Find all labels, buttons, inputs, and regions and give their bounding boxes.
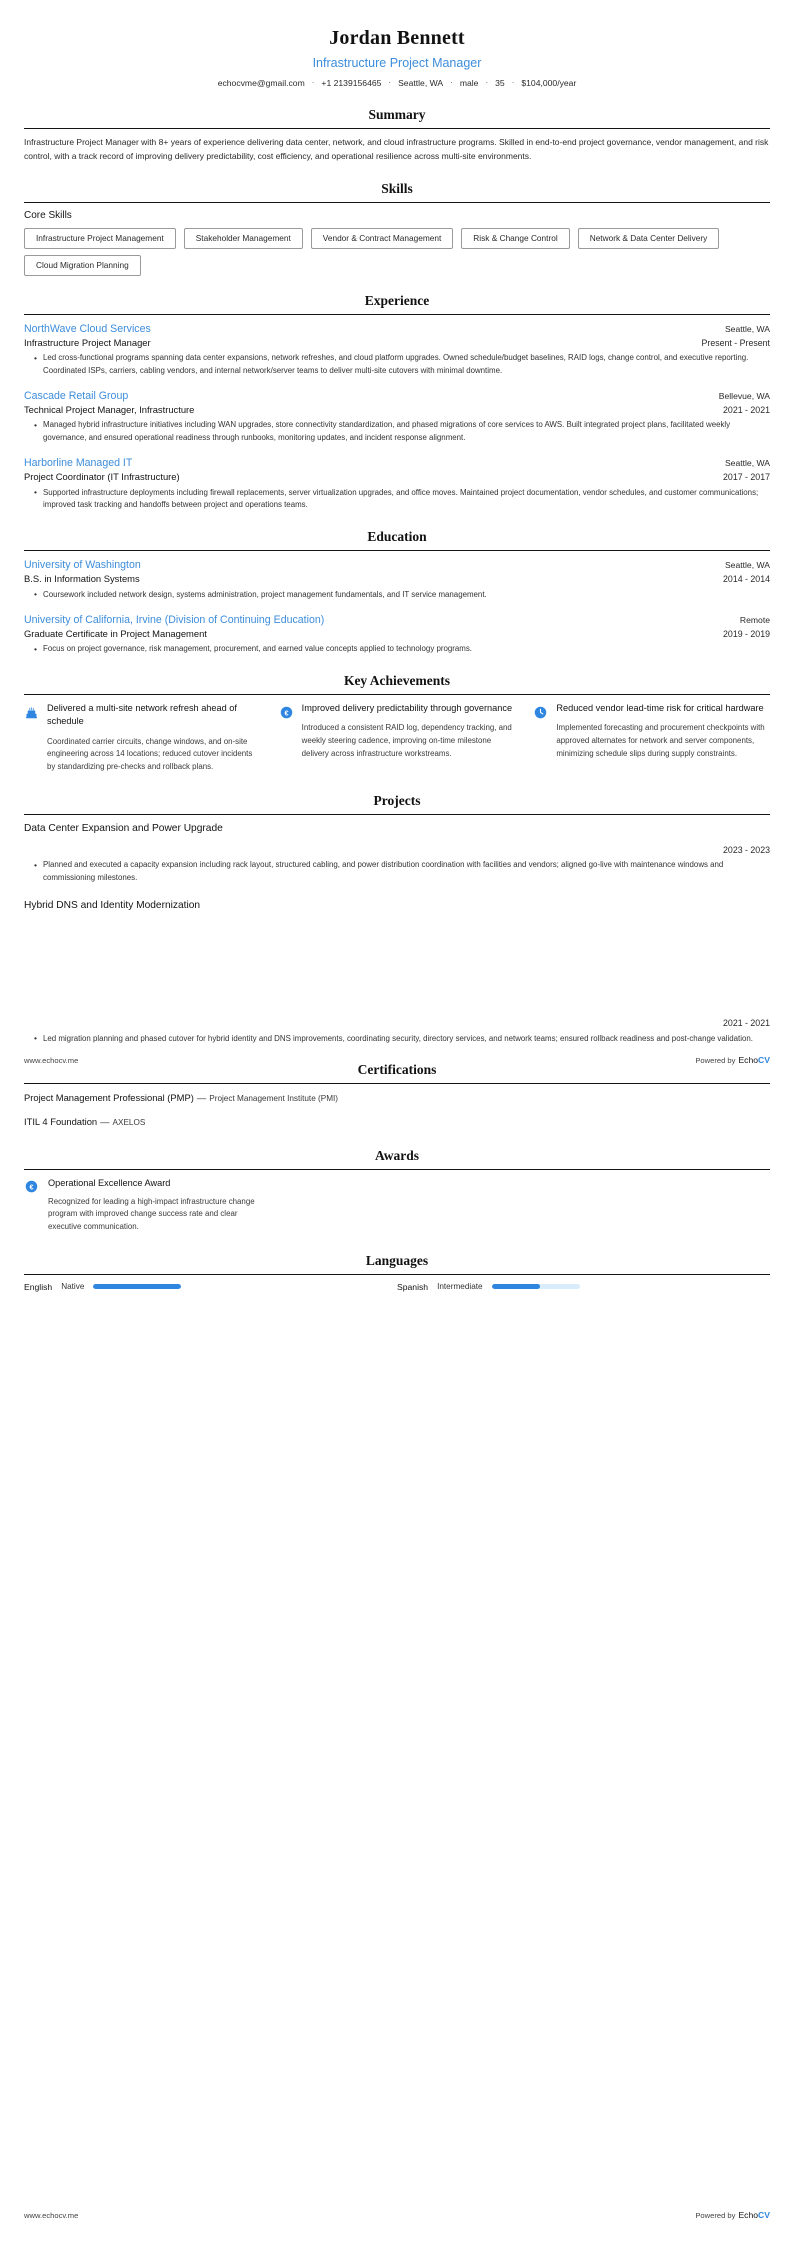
- section-languages: [24, 1253, 770, 1292]
- candidate-name: Jordan Bennett: [329, 27, 465, 49]
- section-title-experience: Experience: [364, 292, 430, 308]
- award-title: Operational Excellence Award: [48, 1177, 171, 1188]
- achievement-description: Coordinated carrier circuits, change windows, and on-site engineering across 14 locations; reduced cutover incidents by standardizing pre-checks and rollback plans.: [47, 736, 253, 772]
- project-name: Data Center Expansion and Power Upgrade: [24, 822, 223, 834]
- language-name: Spanish: [397, 1281, 429, 1292]
- achievement-title: Reduced vendor lead-time risk for critical hardware: [556, 702, 764, 713]
- svg-text:€: €: [284, 709, 289, 718]
- footer-brand: [695, 2210, 770, 2220]
- experience-dates: Present - Present: [701, 337, 770, 348]
- skill-group-name: Core Skills: [24, 209, 72, 221]
- project-bullet: • Planned and executed a capacity expansion including rack layout, structured cabling, and power distribution coordination with facilities and vendors; aligned go-live with maintenance windows and commissioning milestones.: [36, 859, 770, 885]
- section-awards: [24, 1148, 770, 1234]
- achievement-title: Delivered a multi-site network refresh ahead of schedule: [47, 702, 237, 727]
- contact-separator-icon: ·: [388, 77, 392, 87]
- education-dates: 2014 - 2014: [723, 574, 770, 585]
- education-bullet: • Coursework included network design, systems administration, project management fundamentals, and IT service management.: [36, 589, 770, 602]
- achievement-description: Implemented forecasting and procurement checkpoints with approved alternates for network and server components, minimizing schedule slips during supply constraints.: [556, 723, 765, 758]
- language-item: [397, 1282, 770, 1292]
- section-projects: [24, 793, 770, 1045]
- project-bullet-list: [24, 1033, 770, 1046]
- footer-site-url[interactable]: www.echocv.me: [24, 2210, 79, 2220]
- project-name: Hybrid DNS and Identity Modernization: [24, 899, 201, 911]
- skill-chip-list: [24, 228, 770, 276]
- experience-bullet-list: [24, 487, 770, 513]
- experience-dates: 2017 - 2017: [723, 472, 770, 483]
- project-dates: 2023 - 2023: [723, 845, 770, 856]
- experience-entry: [24, 322, 770, 378]
- section-title-certifications: Certifications: [357, 1062, 437, 1078]
- education-bullet-list: [24, 643, 770, 656]
- certification-name: Project Management Professional (PMP): [24, 1092, 194, 1104]
- skill-chip[interactable]: Cloud Migration Planning: [24, 255, 141, 276]
- achievement-item: [24, 702, 261, 774]
- education-institution[interactable]: University of Washington: [24, 559, 141, 572]
- section-title-summary: Summary: [368, 107, 426, 123]
- footer-brand: [695, 1055, 770, 1065]
- education-location: Remote: [739, 614, 770, 625]
- footer-brand-cv: CV: [758, 1055, 770, 1065]
- education-dates: 2019 - 2019: [723, 628, 770, 639]
- project-bullet-list: [24, 859, 770, 885]
- section-title-awards: Awards: [374, 1147, 419, 1163]
- education-entry: [24, 558, 770, 601]
- contact-gender: male: [459, 78, 479, 89]
- achievement-item: [279, 702, 516, 774]
- experience-organization[interactable]: Cascade Retail Group: [24, 389, 129, 402]
- achievement-title: Improved delivery predictability through governance: [301, 702, 513, 713]
- section-title-education: Education: [367, 529, 427, 545]
- language-grid: [24, 1282, 770, 1292]
- language-level: Intermediate: [437, 1282, 483, 1292]
- contact-separator-icon: ·: [450, 77, 453, 87]
- project-dates: 2021 - 2021: [723, 1018, 770, 1029]
- experience-location: Seattle, WA: [724, 323, 770, 334]
- language-name: English: [24, 1281, 53, 1292]
- education-bullet-list: [24, 589, 770, 602]
- certification-issuer: Project Management Institute (PMI): [209, 1094, 339, 1104]
- footer-powered-by-label: Powered by: [695, 2211, 736, 2220]
- footer-brand-cv: CV: [758, 2210, 770, 2220]
- page-footer: [24, 1055, 770, 1065]
- experience-organization[interactable]: NorthWave Cloud Services: [24, 322, 151, 335]
- section-key-achievements: [24, 673, 770, 774]
- page-break-gap: [24, 913, 770, 1009]
- section-certifications: [24, 1062, 770, 1128]
- language-proficiency-fill: [93, 1284, 181, 1289]
- achievement-item: [533, 702, 770, 774]
- contact-separator-icon: ·: [511, 77, 515, 87]
- contact-age: 35: [495, 78, 505, 89]
- contact-separator-icon: ·: [485, 77, 489, 87]
- footer-brand-echo: Echo: [738, 2210, 759, 2220]
- certification-item: [24, 1091, 770, 1105]
- education-degree: Graduate Certificate in Project Management: [24, 627, 207, 639]
- skill-chip[interactable]: Vendor & Contract Management: [311, 228, 454, 249]
- summary-text: Infrastructure Project Manager with 8+ years of experience delivering data center, network, and cloud infrastructure programs. Skilled in end-to-end project governance, vendor management, and risk control, with a track record of improving delivery predictability, cost efficiency, and operational resilience across multi-site environments.: [24, 137, 769, 161]
- footer-brand-echo: Echo: [738, 1055, 759, 1065]
- section-experience: [24, 293, 770, 512]
- section-title-languages: Languages: [365, 1252, 429, 1268]
- section-title-key-achievements: Key Achievements: [343, 672, 451, 688]
- footer-powered-by-label: Powered by: [695, 1056, 736, 1065]
- footer-site-url[interactable]: www.echocv.me: [24, 1055, 79, 1065]
- skill-chip[interactable]: Network & Data Center Delivery: [578, 228, 720, 249]
- experience-role: Technical Project Manager, Infrastructure: [24, 404, 195, 416]
- page-footer: [24, 2210, 770, 2220]
- experience-bullet-list: [24, 419, 770, 445]
- education-degree: B.S. in Information Systems: [24, 573, 140, 585]
- resume-header: [24, 0, 770, 88]
- experience-bullet: • Supported infrastructure deployments including firewall replacements, server virtualization upgrades, and office moves. Maintained project documentation, vendor schedules, and customer communications; improved task tracking and handoffs between project and operations teams.: [36, 487, 770, 513]
- language-level: Native: [61, 1282, 85, 1292]
- experience-entry: [24, 389, 770, 445]
- language-proficiency-bar: [93, 1284, 181, 1289]
- euro-currency-icon: [24, 1179, 39, 1194]
- language-proficiency-fill: [492, 1284, 540, 1289]
- project-item: [24, 899, 770, 1045]
- contact-salary: $104,000/year: [521, 78, 577, 89]
- experience-location: Bellevue, WA: [718, 390, 770, 401]
- skill-chip[interactable]: Risk & Change Control: [461, 228, 569, 249]
- svg-text:€: €: [29, 1182, 34, 1191]
- education-entry: [24, 613, 770, 656]
- section-skills: [24, 181, 770, 276]
- education-bullet: • Focus on project governance, risk management, procurement, and earned value concepts applied to technology programs.: [36, 643, 770, 656]
- education-institution[interactable]: University of California, Irvine (Division of Continuing Education): [24, 613, 325, 626]
- certification-item: [24, 1115, 770, 1129]
- experience-bullet-list: [24, 352, 770, 378]
- contact-phone[interactable]: +1 2139156465: [321, 78, 382, 89]
- project-item: [24, 822, 770, 885]
- section-education: [24, 529, 770, 656]
- experience-entry: [24, 456, 770, 512]
- certification-separator: —: [196, 1092, 207, 1104]
- experience-organization[interactable]: Harborline Managed IT: [24, 457, 133, 470]
- contact-line: [24, 78, 770, 88]
- certification-issuer: AXELOS: [112, 1117, 146, 1127]
- contact-email[interactable]: echocvme@gmail.com: [217, 78, 305, 89]
- section-title-projects: Projects: [373, 792, 421, 808]
- skill-chip[interactable]: Infrastructure Project Management: [24, 228, 176, 249]
- language-item: [24, 1282, 397, 1292]
- layer-cake-icon: [24, 705, 39, 720]
- award-description: Recognized for leading a high-impact infrastructure change program with improved change success rate and clear executive communication.: [48, 1196, 255, 1232]
- skill-chip[interactable]: Stakeholder Management: [184, 228, 303, 249]
- experience-location: Seattle, WA: [724, 458, 770, 469]
- achievement-description: Introduced a consistent RAID log, dependency tracking, and weekly steering cadence, improving on-time milestone delivery across infrastructure workstreams.: [301, 723, 512, 758]
- contact-location: Seattle, WA: [398, 78, 444, 89]
- contact-separator-icon: ·: [311, 77, 315, 87]
- certification-name: ITIL 4 Foundation: [24, 1115, 98, 1127]
- clock-icon: [533, 705, 548, 720]
- candidate-job-title: Infrastructure Project Manager: [312, 56, 482, 70]
- experience-bullet: • Led cross-functional programs spanning data center expansions, network refreshes, and cloud platform upgrades. Owned schedule/budget baselines, RAID logs, change control, and executive reporting. Coordinated ISPs, carriers, cabling vendors, and internal network/server teams to deliver multi-site cutovers with minimal downtime.: [36, 352, 770, 378]
- experience-role: Infrastructure Project Manager: [24, 336, 151, 348]
- section-summary: [24, 107, 770, 163]
- language-proficiency-bar: [492, 1284, 580, 1289]
- section-title-skills: Skills: [381, 180, 413, 196]
- achievement-grid: [24, 702, 770, 774]
- experience-dates: 2021 - 2021: [723, 405, 770, 416]
- euro-currency-icon: [279, 705, 294, 720]
- education-location: Seattle, WA: [724, 560, 770, 571]
- certification-separator: —: [100, 1115, 110, 1127]
- experience-bullet: • Managed hybrid infrastructure initiatives including WAN upgrades, store connectivity standardization, and phased migrations of core services to AWS. Built integrated project plans, facilitated weekly governance, and ensured operational readiness through runbooks, monitoring updates, and incident response alignment.: [36, 419, 770, 445]
- project-bullet: • Led migration planning and phased cutover for hybrid identity and DNS improvements, coordinating security, directory services, and network teams; ensured rollback readiness and post-change validation.: [36, 1033, 770, 1046]
- experience-role: Project Coordinator (IT Infrastructure): [24, 471, 180, 483]
- award-item: [24, 1177, 770, 1234]
